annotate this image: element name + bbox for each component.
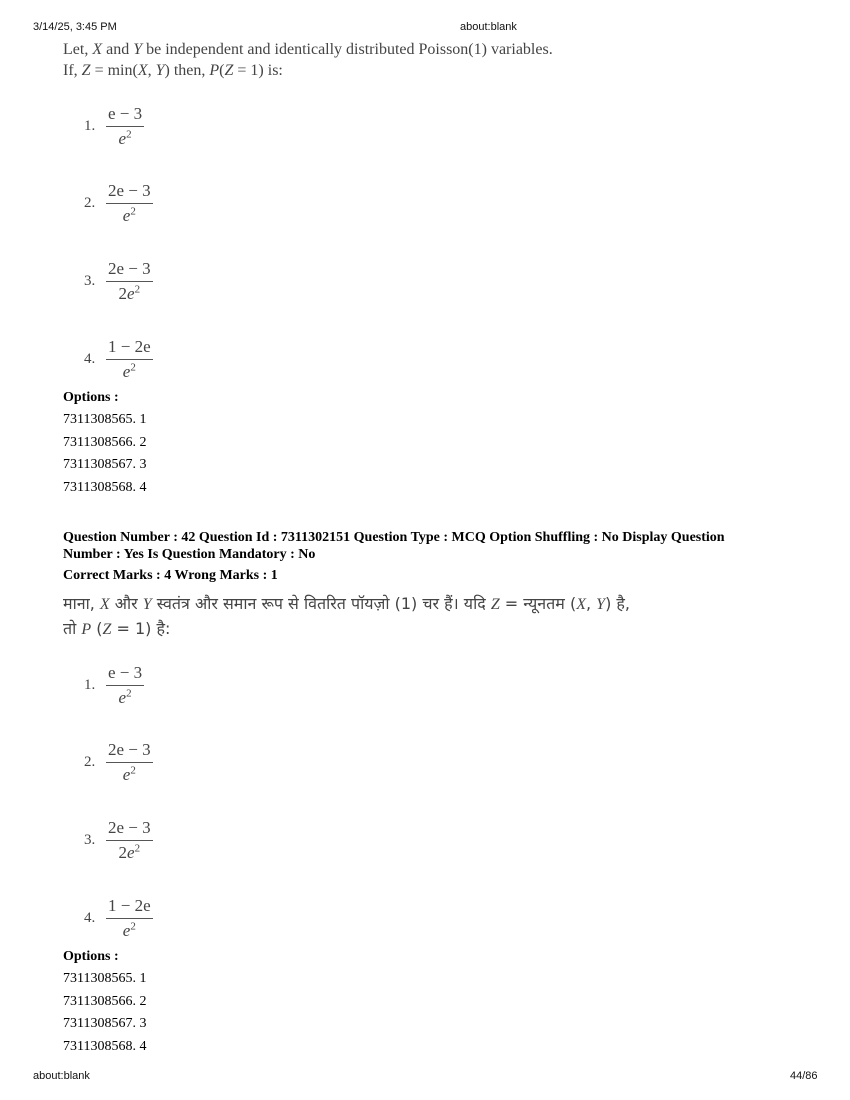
fraction: $\frac{2e - 3}{2e^2}$ bbox=[108, 259, 151, 303]
choice-3: 3. $\frac{2e - 3}{2e^2}$ bbox=[84, 259, 151, 303]
question-line-2: तो P (Z = 1) है: bbox=[63, 619, 171, 638]
question-meta: Question Number : 42 Question Id : 7311302151 Question Type : MCQ Option Shuffling : No Display Question Number : Yes Is Question Mandatory : No bbox=[63, 530, 725, 562]
option-id: 7311308566. 2 bbox=[63, 994, 147, 1009]
choice-2: 2. $\frac{2e - 3}{e^2}$ bbox=[84, 181, 151, 225]
option-id: 7311308568. 4 bbox=[63, 1039, 147, 1054]
options-label: Options : bbox=[63, 949, 119, 964]
fraction: $\frac{1 - 2e}{e^2}$ bbox=[108, 337, 151, 381]
option-id: 7311308565. 1 bbox=[63, 412, 147, 427]
question-marks: Correct Marks : 4 Wrong Marks : 1 bbox=[63, 568, 278, 583]
option-id: 7311308567. 3 bbox=[63, 457, 147, 472]
footer-url: about:blank bbox=[33, 1070, 90, 1082]
print-url: about:blank bbox=[460, 21, 517, 33]
fraction: $\frac{2e - 3}{e^2}$ bbox=[108, 181, 151, 225]
choice-1: 1. $\frac{e - 3}{e^2}$ bbox=[84, 663, 143, 707]
choice-2: 2. $\frac{2e - 3}{e^2}$ bbox=[84, 740, 151, 784]
question-text-english bbox=[63, 39, 553, 81]
question-line-1: माना, X और Y स्वतंत्र और समान रूप से वितरित पॉयज़ो (1) चर हैं। यदि Z = न्यूनतम (X, Y) है, bbox=[63, 594, 630, 613]
choice-4: 4. $\frac{1 - 2e}{e^2}$ bbox=[84, 337, 151, 381]
choice-3: 3. $\frac{2e - 3}{2e^2}$ bbox=[84, 818, 151, 862]
print-datetime: 3/14/25, 3:45 PM bbox=[33, 21, 117, 33]
question-line-1: Let, X and Y be independent and identically distributed Poisson(1) variables. bbox=[63, 41, 553, 58]
question-text-hindi bbox=[63, 592, 630, 642]
fraction: $\frac{e - 3}{e^2}$ bbox=[108, 104, 143, 148]
choice-4: 4. $\frac{1 - 2e}{e^2}$ bbox=[84, 896, 151, 940]
fraction: $\frac{e - 3}{e^2}$ bbox=[108, 663, 143, 707]
page-number: 44/86 bbox=[790, 1070, 818, 1082]
fraction: $\frac{2e - 3}{e^2}$ bbox=[108, 740, 151, 784]
fraction: $\frac{2e - 3}{2e^2}$ bbox=[108, 818, 151, 862]
option-id: 7311308567. 3 bbox=[63, 1016, 147, 1031]
option-id: 7311308565. 1 bbox=[63, 971, 147, 986]
question-line-2: If, Z = min(X, Y) then, P(Z = 1) is: bbox=[63, 62, 283, 79]
choice-1: 1. $\frac{e - 3}{e^2}$ bbox=[84, 104, 143, 148]
option-id: 7311308566. 2 bbox=[63, 435, 147, 450]
fraction: $\frac{1 - 2e}{e^2}$ bbox=[108, 896, 151, 940]
option-id: 7311308568. 4 bbox=[63, 480, 147, 495]
options-label: Options : bbox=[63, 390, 119, 405]
